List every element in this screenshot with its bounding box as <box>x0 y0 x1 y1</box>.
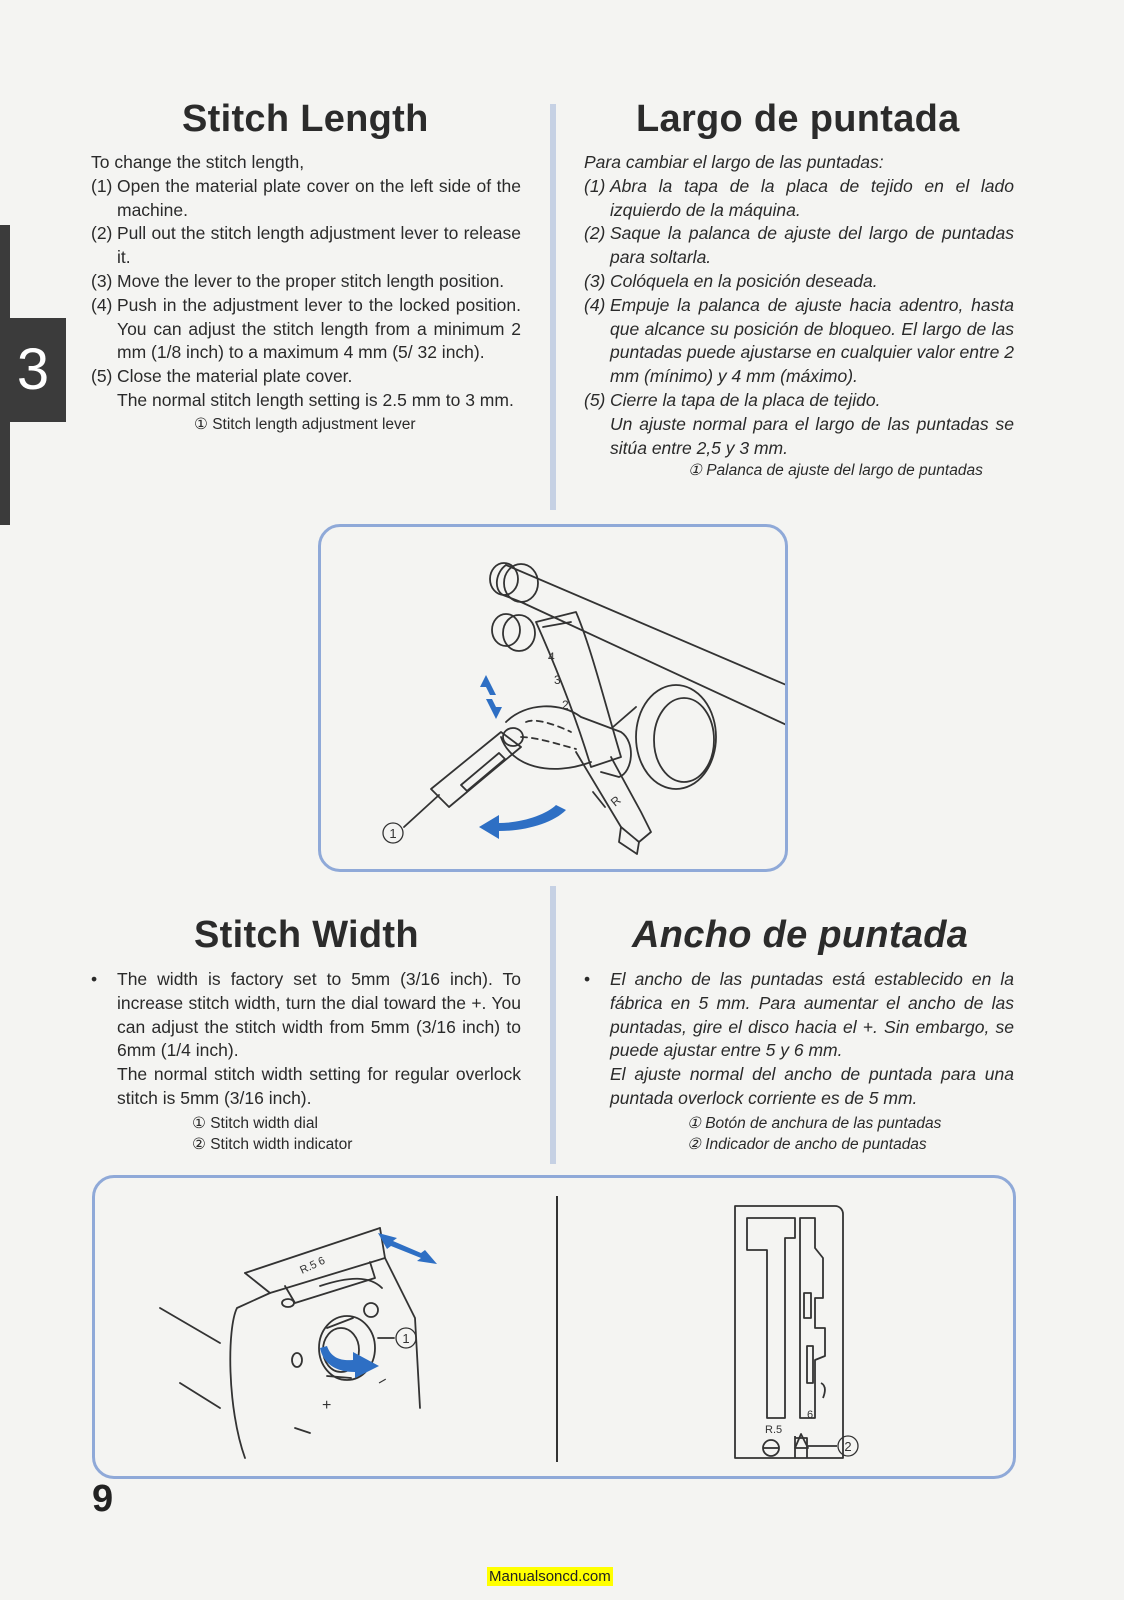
column-divider-bottom <box>550 886 556 1164</box>
scale-mark-3: 3 <box>554 673 561 687</box>
svg-text:R.5 6: R.5 6 <box>298 1254 328 1277</box>
list-item: (5) Cierre la tapa de la placa de tejido. <box>584 389 881 410</box>
scale-mark-2: 2 <box>562 698 569 712</box>
stitch-length-callout: ① Stitch length adjustment lever <box>194 415 416 433</box>
list-item: (3) Move the lever to the proper stitch length position. <box>91 270 505 291</box>
list-item: (4) Empuje la palanca de ajuste hacia adentro, hasta que alcance su posición de bloqueo. El largo de las puntadas puede ajustarse en cualquier valor entre 2 mm (mínimo) y 4 mm (máximo). <box>584 294 1014 387</box>
stitch-length-es-body <box>584 151 1014 481</box>
stitch-length-title: Stitch Length <box>182 98 429 140</box>
stitch-length-lever-illustration <box>321 527 785 869</box>
list-item: • El ancho de las puntadas está establecido en la fábrica en 5 mm. Para aumentar el ancho de las puntadas, gire el disco hacia el +. Sin embargo, se puede ajustar entre 5 y 6 mm. El ajuste normal del ancho de puntada para una puntada overlock corriente es de 5 mm. <box>584 969 1014 1108</box>
ancho-puntada-callout-1: ① Botón de anchura de las puntadas <box>687 1114 942 1132</box>
largo-puntada-note: Un ajuste normal para el largo de las puntadas se sitúa entre 2,5 y 3 mm. <box>610 413 1014 458</box>
column-divider-top <box>550 104 556 510</box>
scale-mark-4: 4 <box>548 650 555 664</box>
indicator-6-label: 6 <box>807 1409 814 1421</box>
largo-puntada-title: Largo de puntada <box>636 98 960 140</box>
stitch-width-title: Stitch Width <box>194 914 419 956</box>
push-in-arrow <box>479 805 566 839</box>
list-item: • The width is factory set to 5mm (3/16 inch). To increase stitch width, turn the dial toward the +. You can adjust the stitch width from 5mm (3/16 inch) to 6mm (1/4 inch). The normal stitch width setting for regular overlock stitch is 5mm (3/16 inch). <box>91 969 521 1108</box>
list-item: (2) Saque la palanca de ajuste del largo de puntadas para soltarla. <box>584 223 1014 268</box>
stitch-width-callout-1: ① Stitch width dial <box>192 1114 318 1132</box>
stitch-width-paragraph-2: The normal stitch width setting for regular overlock stitch is 5mm (3/16 inch). <box>117 1064 521 1108</box>
svg-text:1: 1 <box>389 826 397 841</box>
width-direction-arrow <box>378 1233 437 1264</box>
stitch-length-intro: To change the stitch length, <box>91 152 305 172</box>
stitch-width-es-body <box>584 968 1014 1155</box>
stitch-width-en-body <box>91 968 521 1155</box>
dial-plus-label: + <box>322 1397 332 1414</box>
ancho-puntada-callout-2: ② Indicador de ancho de puntadas <box>687 1135 927 1153</box>
list-item: (5) Close the material plate cover. <box>91 366 353 387</box>
stitch-length-en-body <box>91 151 521 435</box>
ancho-puntada-paragraph-1: El ancho de las puntadas está establecido en la fábrica en 5 mm. Para aumentar el ancho de las puntadas, gire el disco hacia el +. Sin embargo, se puede ajustar entre 5 y 6 mm. <box>610 969 1014 1061</box>
ancho-puntada-title: Ancho de puntada <box>632 914 969 956</box>
indicator-r5-label: R.5 <box>765 1424 783 1436</box>
dial-minus-label: − <box>374 1372 392 1392</box>
list-item: (4) Push in the adjustment lever to the locked position. You can adjust the stitch length from a minimum 2 mm (1/8 inch) to a maximum 4 mm (5/ 32 inch). <box>91 294 521 363</box>
list-item: (1) Abra la tapa de la placa de tejido en el lado izquierdo de la máquina. <box>584 175 1014 220</box>
stitch-width-indicator-drawing <box>735 1206 843 1458</box>
stitch-width-illustration <box>95 1178 1013 1476</box>
vertical-adjust-arrow <box>480 675 502 719</box>
svg-text:2: 2 <box>844 1439 852 1454</box>
list-item: (2) Pull out the stitch length adjustment lever to release it. <box>91 223 521 268</box>
stitch-width-paragraph-1: The width is factory set to 5mm (3/16 inch). To increase stitch width, turn the dial toward the +. You can adjust the stitch width from 5mm (3/16 inch) to 6mm (1/4 inch). <box>117 969 521 1061</box>
stitch-width-figure-frame <box>92 1175 1016 1479</box>
stitch-length-note: The normal stitch length setting is 2.5 mm to 3 mm. <box>117 389 514 410</box>
svg-text:1: 1 <box>402 1331 410 1346</box>
list-item: (1) Open the material plate cover on the left side of the machine. <box>91 175 521 220</box>
ancho-puntada-paragraph-2: El ajuste normal del ancho de puntada para una puntada overlock corriente es de 5 mm. <box>610 1064 1014 1108</box>
list-item: (3) Colóquela en la posición deseada. <box>584 270 878 291</box>
largo-puntada-callout: ① Palanca de ajuste del largo de puntadas <box>688 462 983 480</box>
page-number: 9 <box>92 1478 114 1520</box>
chapter-tab: 3 <box>0 318 66 422</box>
largo-puntada-intro: Para cambiar el largo de las puntadas: <box>584 152 884 172</box>
stitch-width-callout-2: ② Stitch width indicator <box>192 1135 353 1153</box>
stitch-length-figure-frame <box>318 524 788 872</box>
scale-mark-r: R <box>607 792 624 810</box>
stitch-width-dial-drawing <box>160 1228 420 1458</box>
watermark-link[interactable]: Manualsoncd.com <box>489 1568 611 1585</box>
